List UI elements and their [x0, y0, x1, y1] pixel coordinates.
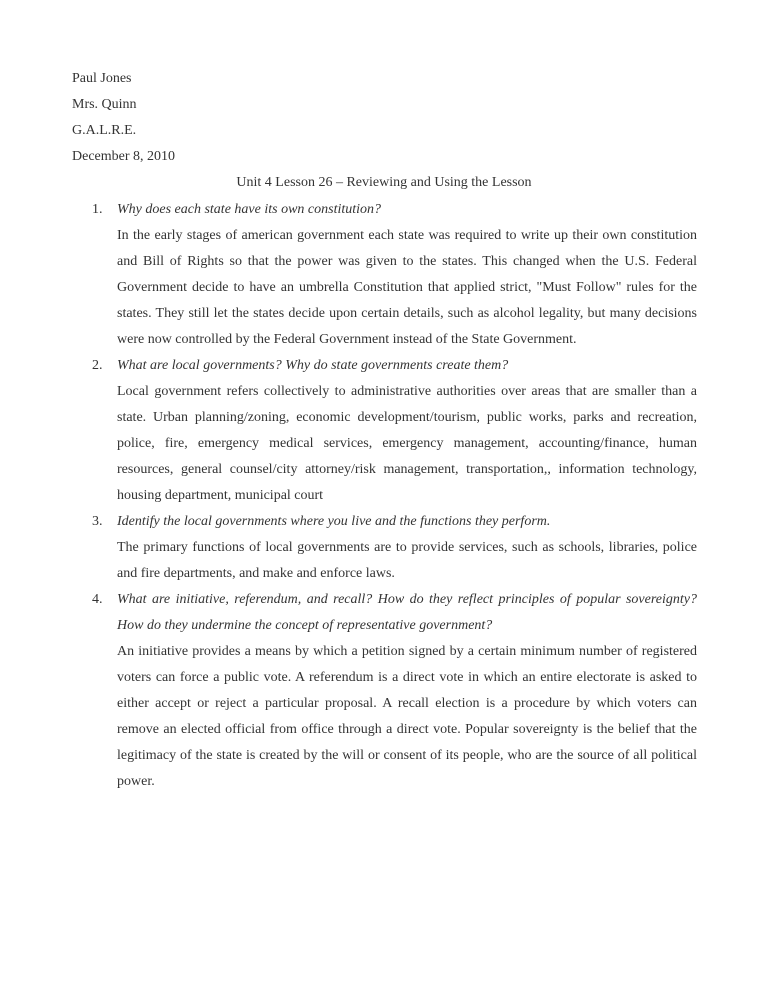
question-number: 2. — [92, 358, 103, 373]
question-text: What are local governments? Why do state governments create them? — [117, 358, 509, 373]
question-item — [72, 197, 697, 353]
question-text: Why does each state have its own constitution? — [117, 202, 382, 217]
answer-text: An initiative provides a means by which a petition signed by a certain minimum number of registered voters can force a public vote. A referendum is a direct vote in which an entire electorate is asked to either accept or reject a particular proposal. A recall election is a procedure by which voters can remove an elected official from office through a direct vote. Popular sovereignty is the belief that the legitimacy of the state is created by the will or consent of its people, who are the source of all political power. — [117, 644, 697, 789]
question-item — [72, 587, 697, 795]
teacher-name: Mrs. Quinn — [72, 97, 137, 112]
question-item — [72, 353, 697, 509]
question-list — [72, 197, 697, 795]
page-title: Unit 4 Lesson 26 – Reviewing and Using the Lesson — [236, 175, 532, 190]
question-item — [72, 509, 697, 587]
answer-text: Local government refers collectively to administrative authorities over areas that are smaller than a state. Urban planning/zoning, economic development/tourism, public works, parks and recreation, police, fire, emergency medical services, emergency management, accounting/finance, human resources, general counsel/city attorney/risk management, transportation,, information technology, housing department, municipal court — [117, 384, 697, 503]
course-name: G.A.L.R.E. — [72, 123, 137, 138]
answer-text: The primary functions of local governments are to provide services, such as schools, libraries, police and fire departments, and make and enforce laws. — [117, 540, 697, 581]
student-name: Paul Jones — [72, 71, 132, 86]
question-text: What are initiative, referendum, and recall? How do they reflect principles of popular sovereignty? How do they undermine the concept of representative government? — [117, 592, 697, 633]
question-number: 1. — [92, 202, 103, 217]
answer-text: In the early stages of american government each state was required to write up their own constitution and Bill of Rights so that the power was given to the states. This changed when the U.S. Federal Government decide to have an umbrella Constitution that applied strict, "Must Follow" rules for the states. They still let the states decide upon certain details, such as alcohol legality, but many decisions were now controlled by the Federal Government instead of the State Government. — [117, 228, 697, 347]
date: December 8, 2010 — [72, 149, 176, 164]
question-number: 4. — [92, 592, 103, 607]
question-number: 3. — [92, 514, 103, 529]
question-text: Identify the local governments where you live and the functions they perform. — [117, 514, 551, 529]
